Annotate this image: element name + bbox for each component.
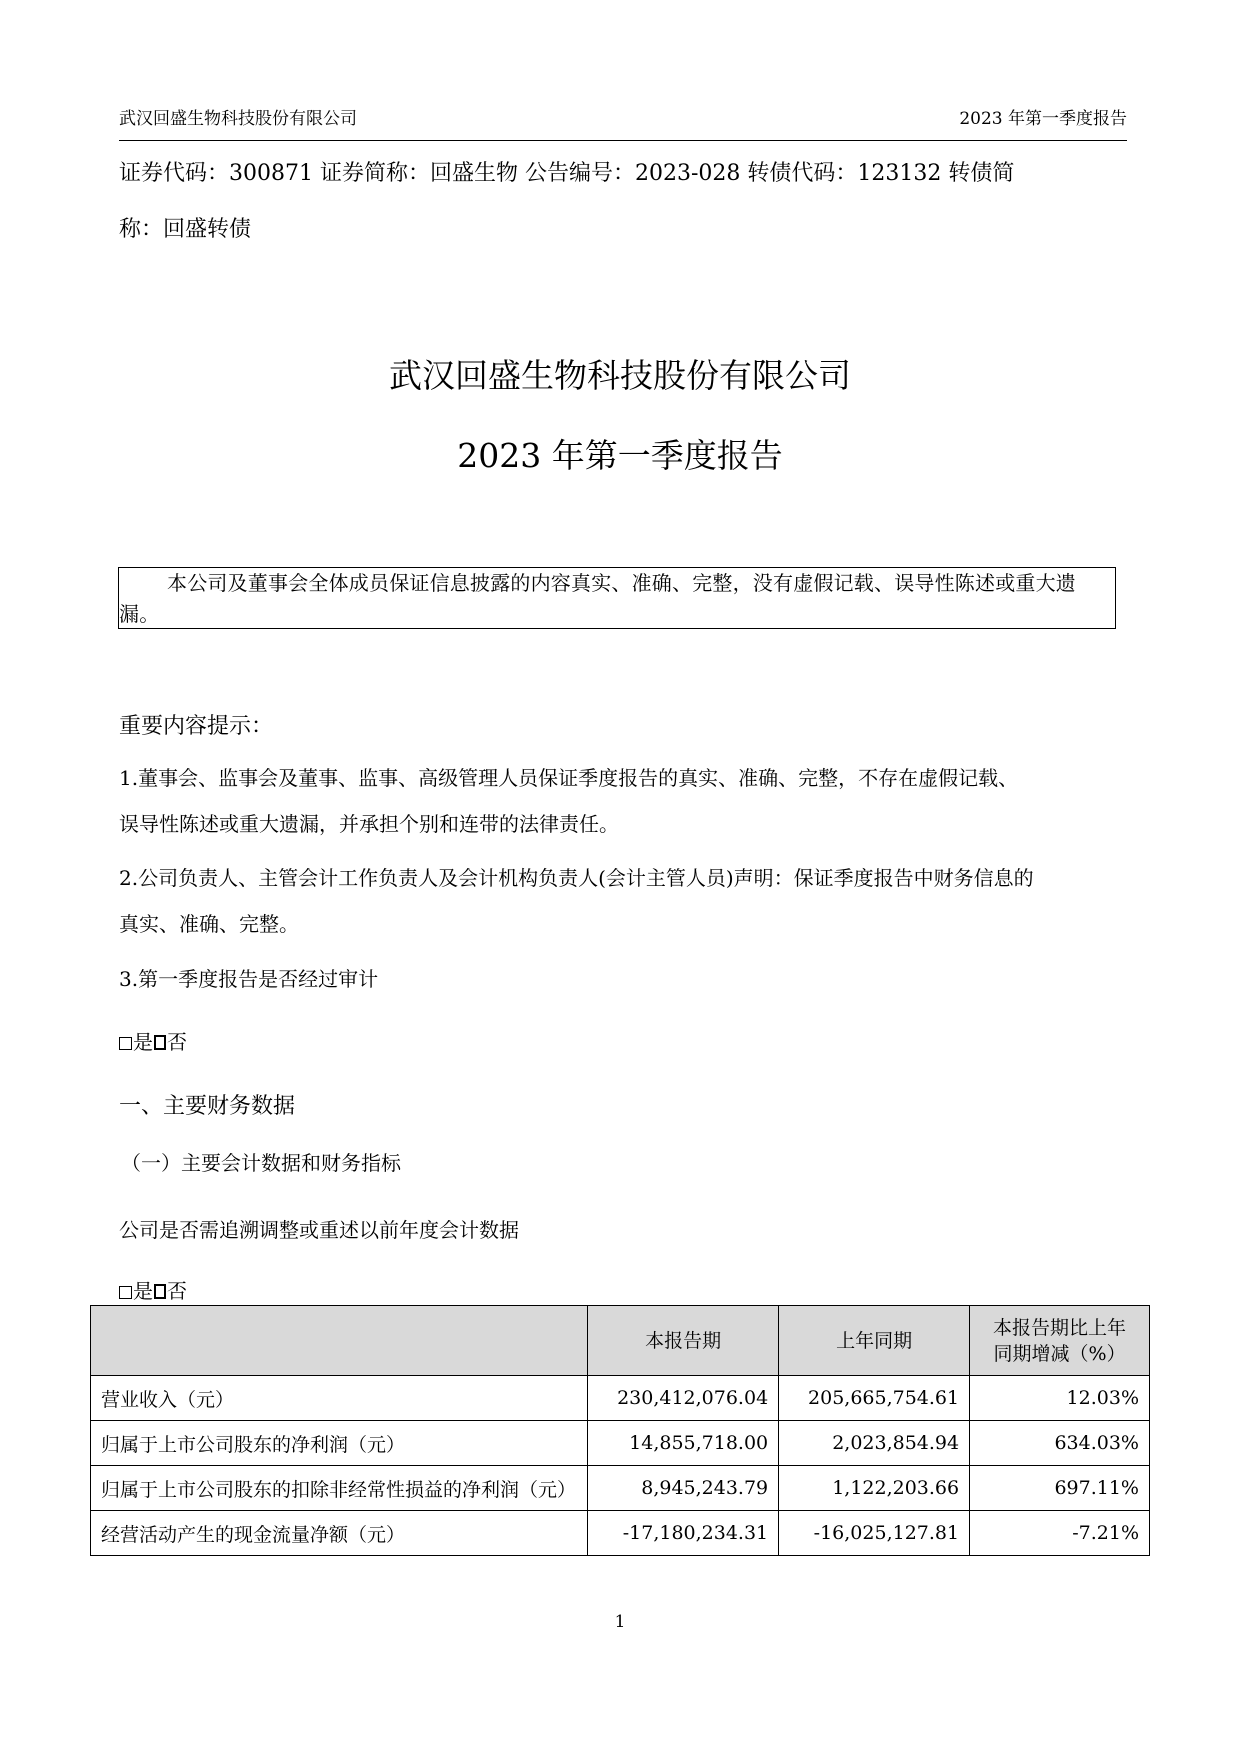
security-code-line-2: 称：回盛转债 [119, 217, 252, 242]
table-header-cell: 本报告期 [588, 1306, 779, 1376]
row-change-value: 12.03% [970, 1376, 1150, 1421]
checkbox-checked-icon [154, 1035, 166, 1050]
row-prior-value: 205,665,754.61 [779, 1376, 970, 1421]
row-label: 营业收入（元） [91, 1376, 588, 1421]
document-title-report: 2023 年第一季度报告 [457, 436, 783, 475]
running-header-company: 武汉回盛生物科技股份有限公司 [119, 109, 357, 129]
important-item-1-line-2: 误导性陈述或重大遗漏，并承担个别和连带的法律责任。 [119, 812, 619, 836]
table-row [91, 1421, 1150, 1466]
table-header-cell: 上年同期 [779, 1306, 970, 1376]
row-label: 归属于上市公司股东的净利润（元） [91, 1421, 588, 1466]
audit-choice [119, 1026, 1127, 1055]
important-item-3: 3.第一季度报告是否经过审计 [119, 967, 379, 991]
row-label: 经营活动产生的现金流量净额（元） [91, 1511, 588, 1556]
restate-no-label: 否 [167, 1279, 187, 1303]
checkbox-empty-icon [119, 1286, 132, 1299]
row-current-value: 230,412,076.04 [588, 1376, 779, 1421]
table-header-row [91, 1306, 1150, 1376]
row-change-value: -7.21% [970, 1511, 1150, 1556]
row-change-value: 697.11% [970, 1466, 1150, 1511]
row-current-value: -17,180,234.31 [588, 1511, 779, 1556]
important-heading: 重要内容提示： [119, 714, 274, 739]
section-heading: 一、主要财务数据 [119, 1094, 296, 1119]
row-prior-value: 1,122,203.66 [779, 1466, 970, 1511]
row-prior-value: -16,025,127.81 [779, 1511, 970, 1556]
table-row [91, 1376, 1150, 1421]
row-prior-value: 2,023,854.94 [779, 1421, 970, 1466]
table-header-cell: 本报告期比上年同期增减（%） [970, 1306, 1150, 1376]
table-row [91, 1466, 1150, 1511]
row-change-value: 634.03% [970, 1421, 1150, 1466]
restate-choice [119, 1275, 1127, 1304]
document-title-company: 武汉回盛生物科技股份有限公司 [389, 356, 851, 395]
row-current-value: 14,855,718.00 [588, 1421, 779, 1466]
section-sub-heading: （一）主要会计数据和财务指标 [121, 1151, 401, 1175]
running-header-report: 2023 年第一季度报告 [959, 109, 1127, 129]
important-item-1-line-1: 1.董事会、监事会及董事、监事、高级管理人员保证季度报告的真实、准确、完整，不存在虚假记载、 [119, 766, 1019, 790]
row-current-value: 8,945,243.79 [588, 1466, 779, 1511]
audit-no-label: 否 [167, 1030, 187, 1054]
notice-text: 本公司及董事会全体成员保证信息披露的内容真实、准确、完整，没有虚假记载、误导性陈述或重大遗漏。 [119, 571, 1076, 626]
important-item-2-line-1: 2.公司负责人、主管会计工作负责人及会计机构负责人(会计主管人员)声明：保证季度报告中财务信息的 [119, 866, 1034, 890]
row-label: 归属于上市公司股东的扣除非经常性损益的净利润（元） [91, 1466, 588, 1511]
page-number: 1 [614, 1612, 626, 1632]
restate-question: 公司是否需追溯调整或重述以前年度会计数据 [119, 1218, 519, 1242]
table-header-cell [91, 1306, 588, 1376]
audit-yes-label: 是 [133, 1030, 153, 1054]
header-divider [119, 140, 1127, 141]
financial-data-table [90, 1305, 1150, 1556]
checkbox-empty-icon [119, 1037, 132, 1050]
important-item-2-line-2: 真实、准确、完整。 [119, 912, 299, 936]
checkbox-checked-icon [154, 1284, 166, 1299]
restate-yes-label: 是 [133, 1279, 153, 1303]
table-row [91, 1511, 1150, 1556]
security-code-line-1: 证券代码：300871 证券简称：回盛生物 公告编号：2023-028 转债代码：123132 转债简 [119, 161, 1015, 186]
